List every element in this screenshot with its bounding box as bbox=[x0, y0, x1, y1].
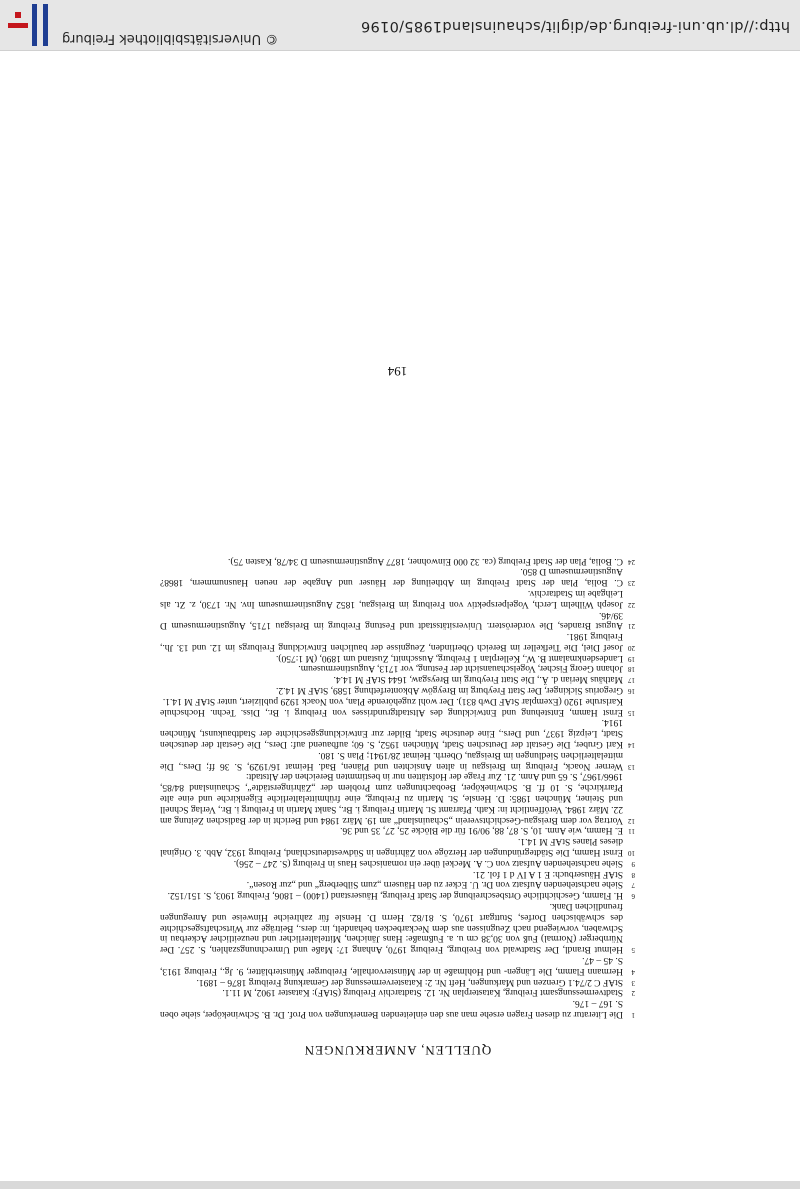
footnote-text: H. Flamm, Geschichtliche Ortsbeschreibung der Stadt Freiburg, Häuserstand (1400) – 1806, Freiburg 1903, S. 151/152. bbox=[167, 890, 623, 901]
footnote-number: 10 bbox=[628, 849, 635, 858]
footnote-text: C. Bolia, Plan der Stadt Freiburg (ca. 32 000 Einwohner, 1877 Augustinermuseum D 34/78, Kasten 75). bbox=[228, 555, 623, 566]
footnote-number: 20 bbox=[628, 643, 635, 652]
footnote-number: 15 bbox=[628, 708, 635, 717]
footnote-text: Siehe nachstehenden Aufsatz von Dr. U. Ecker zu den Häusern „zum Silberberg“ und „zur Rosen“. bbox=[246, 879, 623, 890]
scanned-page bbox=[0, 51, 800, 1181]
footnote-text: Die Literatur zu diesen Fragen ersehe man aus den einleitenden Bemerkungen von Prof. Dr. B. Schwineköper, siehe oben S. 167 – 176. bbox=[160, 998, 623, 1019]
footnote-number: 18 bbox=[628, 665, 635, 674]
footnote-number: 24 bbox=[628, 557, 635, 566]
footnote-text: Stadtvermessungsamt Freiburg, Katasterplan Nr. 12. Stadtarchiv Freiburg (StAF): Kataster 1902, M 11.1. bbox=[222, 987, 623, 998]
footnote-item bbox=[160, 630, 635, 652]
footnote-text: Gregorius Sickinger, Der Statt Freyburg im Breygöw Abkonterfethung 1589, StAF M 14.2. bbox=[276, 685, 623, 696]
footnote-item bbox=[160, 997, 635, 1019]
footnote-text: C. Bolia, Plan der Stadt Freiburg im Abtheilung der Häuser und Angabe der neuen Hausnummern, 1868? Augustinermuseum D 850. bbox=[160, 566, 623, 588]
viewer-top-bar bbox=[0, 1180, 800, 1189]
footnote-number: 21 bbox=[628, 622, 635, 631]
permalink-url[interactable]: http://dl.ub.uni-freiburg.de/diglit/schauinsland1985/0196 bbox=[360, 18, 790, 34]
footnote-item bbox=[160, 771, 635, 825]
footnote-number: 17 bbox=[628, 676, 635, 685]
footnote-item bbox=[160, 987, 635, 998]
footnote-text: StAF Häuserbuch: E 1 A IV d 1 fol. 21. bbox=[473, 868, 623, 879]
footnote-number: 7 bbox=[631, 881, 635, 890]
footnote-item bbox=[160, 825, 635, 836]
page-heading: QUELLEN, ANMERKUNGEN bbox=[303, 1043, 492, 1058]
footnote-text: Landesdenkmalamt B. W., Kellerplan 1 Freiburg, Ausschnitt, Zustand um 1890, (M 1:750). bbox=[275, 652, 623, 663]
footnote-item bbox=[160, 835, 635, 857]
footnote-number: 2 bbox=[631, 989, 635, 998]
footnote-item bbox=[160, 684, 635, 695]
footnote-number: 4 bbox=[631, 967, 635, 976]
footnote-item bbox=[160, 954, 635, 976]
footnote-text: Werner Noack, Freiburg im Breisgau in alten Ansichten und Plänen, Bad. Heimat 16/1929, S. 36 ff; Ders., Die mittelalterlichen Siedlungen im Breisgau, Oberrh. Heimat 28/1941; Plan S. 180. bbox=[160, 749, 623, 771]
footnote-number: 13 bbox=[628, 762, 635, 771]
footnote-item bbox=[160, 609, 635, 631]
page-number: 194 bbox=[387, 364, 408, 379]
footnote-number: 14 bbox=[628, 741, 635, 750]
footnote-number: 5 bbox=[631, 946, 635, 955]
footnote-text: Hermann Flamm, Die Längen- und Hohlmaße in der Münstervorhalle, Freiburger Münsterblätter, 9. Jg., Freiburg 1913, S. 45 – 47. bbox=[160, 955, 623, 976]
footnote-number: 3 bbox=[631, 978, 635, 987]
footnote-item bbox=[160, 652, 635, 663]
footnote-number: 12 bbox=[628, 816, 635, 825]
footnote-item bbox=[160, 555, 635, 566]
footnote-number: 16 bbox=[628, 687, 635, 696]
footnote-text: Ernst Hamm, Entstehung und Entwicklung des Altstadtgrundrisses von Freiburg i. Br., Diss. Techn. Hochschule Karlsruhe 1920 (Exemplar StAF Dwb 831). Der wohl zugehörende Plan, von Noack 1929 publiziert, unter StAF M 14.1. bbox=[160, 695, 623, 717]
footnote-item bbox=[160, 566, 635, 588]
footnote-item bbox=[160, 900, 635, 954]
footnote-text: Johann Georg Fischer, Vogelschauansicht der Festung, vor 1713, Augustinermuseum. bbox=[298, 663, 623, 674]
footnote-item bbox=[160, 749, 635, 771]
footnote-number: 23 bbox=[628, 579, 635, 588]
footnote-number: 11 bbox=[628, 827, 635, 836]
footnote-text: Ernst Hamm, Die Städtegründungen der Herzöge von Zähringen in Südwestdeutschland, Freiburg 1932, Abb. 3. Original dieses Planes StAF M 14.1. bbox=[160, 836, 623, 858]
library-credit: © Universitätsbibliothek Freiburg bbox=[62, 31, 279, 46]
footnote-text: E. Hamm, wie Anm. 10, S. 87, 88, 90/91 für die Blöcke 25, 27, 35 und 36. bbox=[340, 825, 623, 836]
footnote-item bbox=[160, 674, 635, 685]
footnote-text: August Brandes, Die vorderösterr. Universitätsstadt und Festung Freiburg im Breisgau 1715, Augustinermuseum D 39/46. bbox=[160, 609, 623, 631]
footnote-text: Mathäus Merian d. Ä., Die Statt Freyburg im Breysgaw, 1644 StAF M 14.4. bbox=[333, 674, 623, 685]
footnote-text: Karl Gruber, Die Gestalt der Deutschen Stadt, München 1952, S. 60; aufbauend auf: Ders., Die Gestalt der deutschen Stadt, Leipzig 1937, und Ders., Eine deutsche Stadt, Bilder zur Entwicklungsgeschichte der Stadtbaukunst, München 1914. bbox=[160, 717, 623, 750]
footnote-number: 22 bbox=[628, 600, 635, 609]
footnote-number: 19 bbox=[628, 654, 635, 663]
university-library-logo-icon bbox=[4, 2, 52, 48]
footnote-item bbox=[160, 868, 635, 879]
footnote-item bbox=[160, 879, 635, 890]
footnote-list bbox=[160, 555, 635, 1019]
footnote-number: 8 bbox=[631, 870, 635, 879]
footnote-item bbox=[160, 663, 635, 674]
footnote-item bbox=[160, 587, 635, 609]
footnote-item bbox=[160, 976, 635, 987]
footnote-text: Helmut Brandl, Der Stadtwald von Freiburg, Freiburg 1970, Anhang 17: Maße und Umrechnungszahlen, S. 257. Der Nürnberger (Normal) Fuß von 30,38 cm u. a. Fußmaße: Hans Jänichen, Mittelalterlicher und neuzeitlicher Ackerbau in Schwaben, vorwiegend nach Zeugnissen aus dem Neckarbecken behandelt, in: ders., Beiträge zur Wirtschaftsgeschichte des schwäbischen Dorfes, Stuttgart 1970, S. 81/82. Herrn D. Hensle für zahlreiche Hinweise und Anregungen freundlichen Dank. bbox=[160, 901, 623, 955]
library-footer bbox=[0, 0, 800, 51]
footnote-item bbox=[160, 717, 635, 749]
footnote-text: Joseph Wilhelm Lerch, Vogelperspektiv von Freiburg im Breisgau, 1852 Augustinermuseum Inv. Nr. 1730, z. Zt. als Leihgabe im Stadtarchiv. bbox=[160, 587, 623, 609]
footnote-item bbox=[160, 857, 635, 868]
footnote-text: Siehe nachstehenden Aufsatz von C. A. Meckel über ein romanisches Haus in Freiburg (S. 247 – 256). bbox=[233, 857, 623, 868]
footnote-text: Vortrag vor dem Breisgau-Geschichtsverein „Schauinsland“ am 19. März 1984 und Bericht in der Badischen Zeitung am 22. März 1984. Veröffentlicht in: Kath. Pfarramt St. Martin Freiburg i. Br., Sankt Martin in Freiburg i. Br., Verlag Schnell und Steiner, München 1985: D. Hensle, St. Martin zu Freiburg, eine frühmittelalterliche Eigenkirche und eine alte Pfarrkirche, S. 10 ff. B. Schwineköper, Beobachtungen zum Problem der „Zähringerstädte“, Schauinsland 84/85, 1966/1967, S. 65 und Anm. 21. Zur Frage der Hofstätten nur in bestimmten Bereichen der Altstadt: bbox=[160, 771, 623, 825]
footnote-text: StAF C 2/74.1 Grenzen und Markungen, Heft Nr. 2: Katastervermessung der Gemarkung Freiburg 1876 – 1891. bbox=[196, 976, 623, 987]
footnote-number: 1 bbox=[631, 1011, 635, 1019]
footnote-item bbox=[160, 695, 635, 717]
footnote-item bbox=[160, 889, 635, 900]
footnote-text: Josef Diel, Die Tiefkeller im Bereich Oberlinden, Zeugnisse der baulichen Entwicklung Freiburgs im 12. und 13. Jh., Freiburg 1981. bbox=[160, 631, 623, 652]
footnote-number: 6 bbox=[631, 892, 635, 901]
footnote-number: 9 bbox=[631, 859, 635, 868]
